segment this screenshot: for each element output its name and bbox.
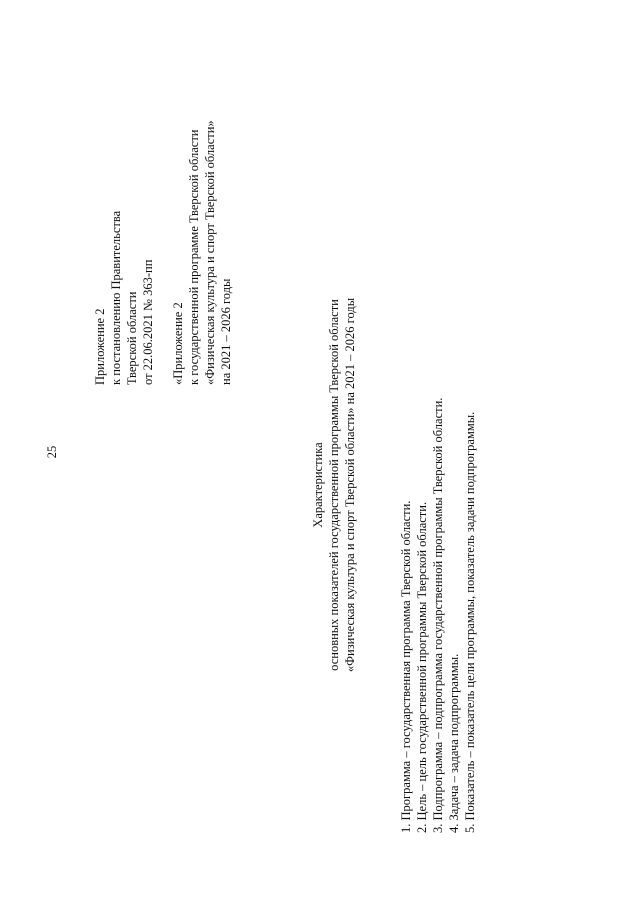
title-line: «Физическая культура и спорт Тверской области» на 2021 – 2026 годы [343, 297, 357, 673]
appendix-line: от 22.06.2021 № 363-пп [141, 259, 155, 385]
appendix-line: к постановлению Правительства [109, 210, 123, 385]
legend-item: 2. Цель – цель государственной программы Тверской области. [415, 501, 429, 833]
page-number: 25 [45, 445, 59, 459]
appendix-line: Приложение 2 [93, 308, 107, 385]
document-title [310, 215, 358, 755]
appendix-spacer [156, 120, 170, 385]
legend-item: 3. Подпрограмма – подпрограмма государственной программы Тверской области. [431, 397, 445, 833]
appendix-line: к государственной программе Тверской области [187, 129, 201, 385]
legend-list [398, 398, 478, 833]
title-line: основных показателей государственной программы Тверской области [327, 299, 341, 671]
title-line: Характеристика [311, 442, 325, 528]
appendix-line: «Приложение 2 [171, 302, 185, 385]
appendix-header [92, 120, 234, 385]
legend-item: 5. Показатель – показатель цели программы, показатель задачи подпрограммы. [463, 411, 477, 833]
appendix-line: на 2021 – 2026 годы [219, 278, 233, 385]
appendix-line: Тверской области [125, 291, 139, 385]
appendix-line: «Физическая культура и спорт Тверской области» [203, 120, 217, 385]
legend-item: 4. Задача – задача подпрограммы. [447, 653, 461, 833]
legend-item: 1. Программа – государственная программа Тверской области. [399, 500, 413, 833]
